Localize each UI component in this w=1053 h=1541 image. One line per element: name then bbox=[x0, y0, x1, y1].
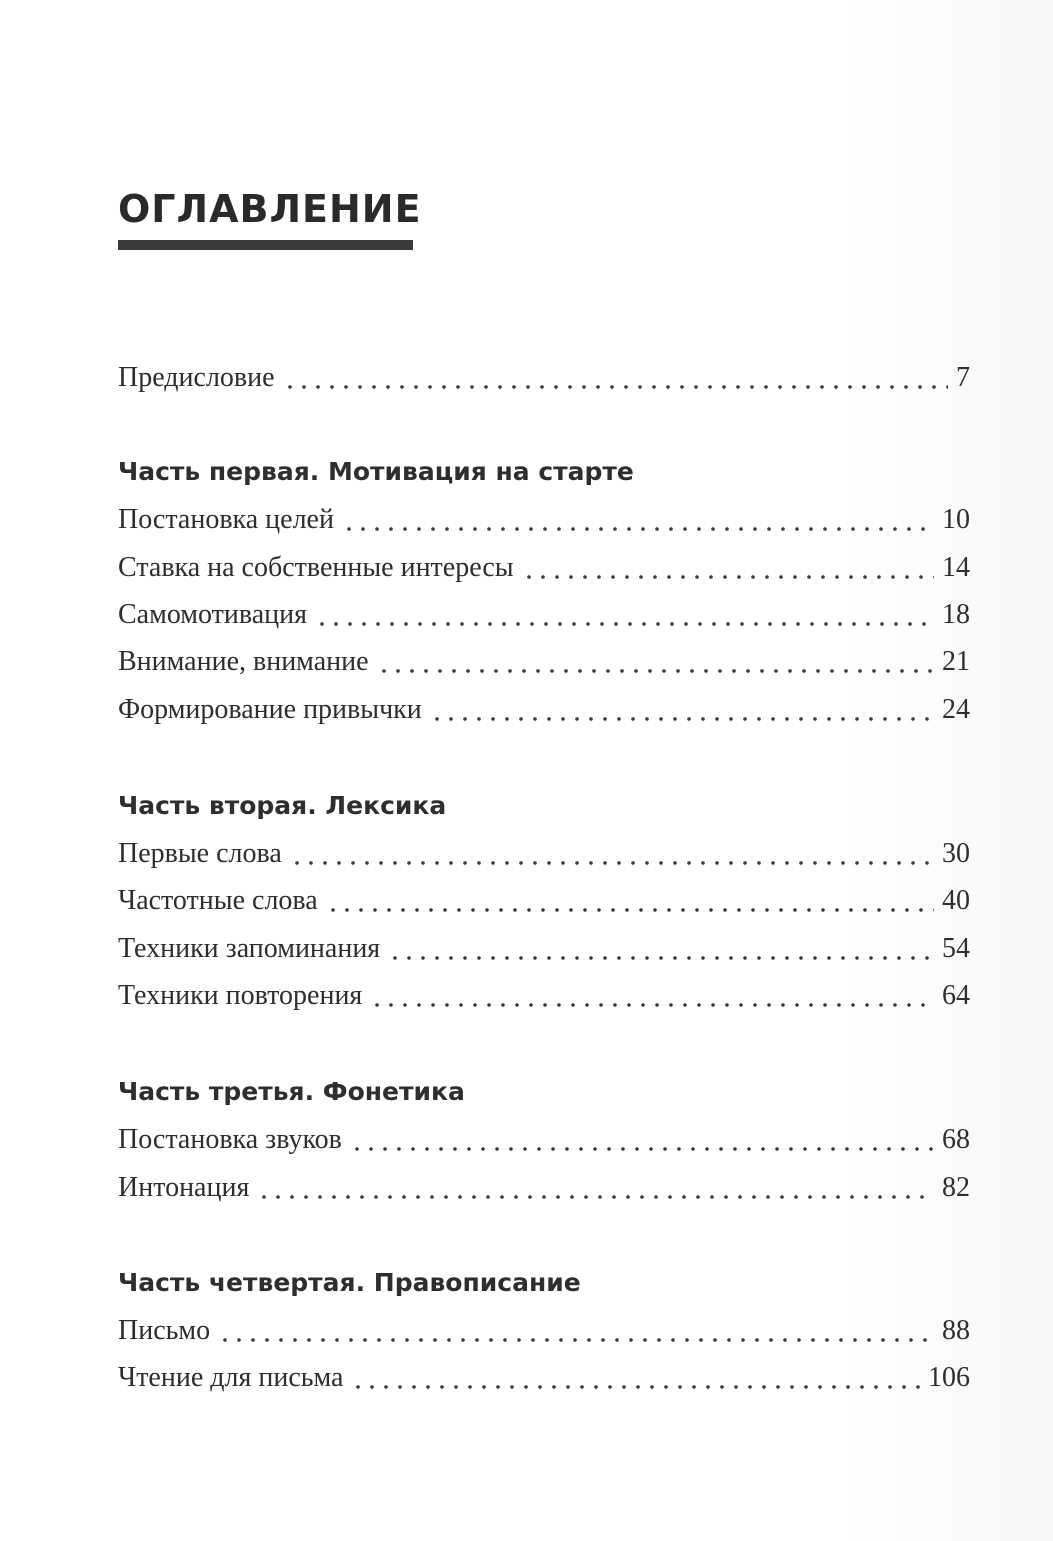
toc-entry-label: Письмо bbox=[118, 1315, 211, 1346]
toc-entry-page: 88 bbox=[942, 1315, 970, 1346]
dot-leader bbox=[315, 621, 934, 627]
dot-leader bbox=[377, 668, 934, 674]
dot-leader bbox=[342, 526, 934, 532]
toc-entry-page: 68 bbox=[942, 1124, 970, 1155]
dot-leader bbox=[370, 1002, 934, 1008]
toc-entry bbox=[118, 642, 970, 682]
dot-leader bbox=[257, 1194, 934, 1200]
toc-entry-label: Первые слова bbox=[118, 838, 282, 869]
toc-entry-label: Предисловие bbox=[118, 362, 275, 393]
toc-entry-page: 106 bbox=[928, 1362, 970, 1393]
toc-entry bbox=[118, 690, 970, 730]
toc-entry-label: Постановка звуков bbox=[118, 1124, 342, 1155]
toc-entry bbox=[118, 548, 970, 588]
toc-entry-label: Самомотивация bbox=[118, 599, 307, 630]
dot-leader bbox=[388, 955, 934, 961]
toc-entry-page: 18 bbox=[942, 599, 970, 630]
toc-entry bbox=[118, 1311, 970, 1351]
dot-leader bbox=[283, 384, 948, 390]
toc-entry bbox=[118, 595, 970, 635]
toc-entry-page: 21 bbox=[942, 646, 970, 677]
dot-leader bbox=[290, 860, 934, 866]
part-heading: Часть вторая. Лексика bbox=[118, 791, 447, 820]
toc-entry bbox=[118, 500, 970, 540]
toc-entry-page: 30 bbox=[942, 838, 970, 869]
part-heading: Часть четвертая. Правописание bbox=[118, 1268, 581, 1297]
dot-leader bbox=[430, 716, 934, 722]
dot-leader bbox=[351, 1384, 920, 1390]
toc-entry-label: Интонация bbox=[118, 1172, 250, 1203]
toc-entry-label: Чтение для письма bbox=[118, 1362, 344, 1393]
toc-entry-label: Техники повторения bbox=[118, 980, 363, 1011]
toc-entry-page: 14 bbox=[942, 552, 970, 583]
toc-entry bbox=[118, 1358, 970, 1398]
toc-entry bbox=[118, 1168, 970, 1208]
toc-entry bbox=[118, 1120, 970, 1160]
toc-entry-page: 40 bbox=[942, 885, 970, 916]
table-of-contents bbox=[118, 0, 970, 1541]
dot-leader bbox=[350, 1146, 934, 1152]
toc-entry-page: 64 bbox=[942, 980, 970, 1011]
toc-entry-page: 54 bbox=[942, 933, 970, 964]
dot-leader bbox=[522, 574, 934, 580]
toc-entry bbox=[118, 834, 970, 874]
dot-leader bbox=[326, 907, 934, 913]
dot-leader bbox=[218, 1337, 934, 1343]
toc-entry-label: Частотные слова bbox=[118, 885, 318, 916]
toc-entry bbox=[118, 881, 970, 921]
toc-entry-page: 10 bbox=[942, 504, 970, 535]
toc-entry-page: 82 bbox=[942, 1172, 970, 1203]
toc-entry-page: 7 bbox=[956, 362, 970, 393]
part-heading: Часть третья. Фонетика bbox=[118, 1077, 465, 1106]
toc-entry-label: Формирование привычки bbox=[118, 694, 422, 725]
toc-entry-preface bbox=[118, 358, 970, 398]
toc-entry-label: Техники запоминания bbox=[118, 933, 381, 964]
toc-entry bbox=[118, 976, 970, 1016]
toc-entry-label: Ставка на собственные интересы bbox=[118, 552, 514, 583]
toc-entry-label: Внимание, внимание bbox=[118, 646, 369, 677]
toc-entry bbox=[118, 929, 970, 969]
toc-entry-label: Постановка целей bbox=[118, 504, 334, 535]
part-heading: Часть первая. Мотивация на старте bbox=[118, 457, 634, 486]
toc-entry-page: 24 bbox=[942, 694, 970, 725]
page-title: ОГЛАВЛЕНИЕ bbox=[118, 187, 422, 231]
